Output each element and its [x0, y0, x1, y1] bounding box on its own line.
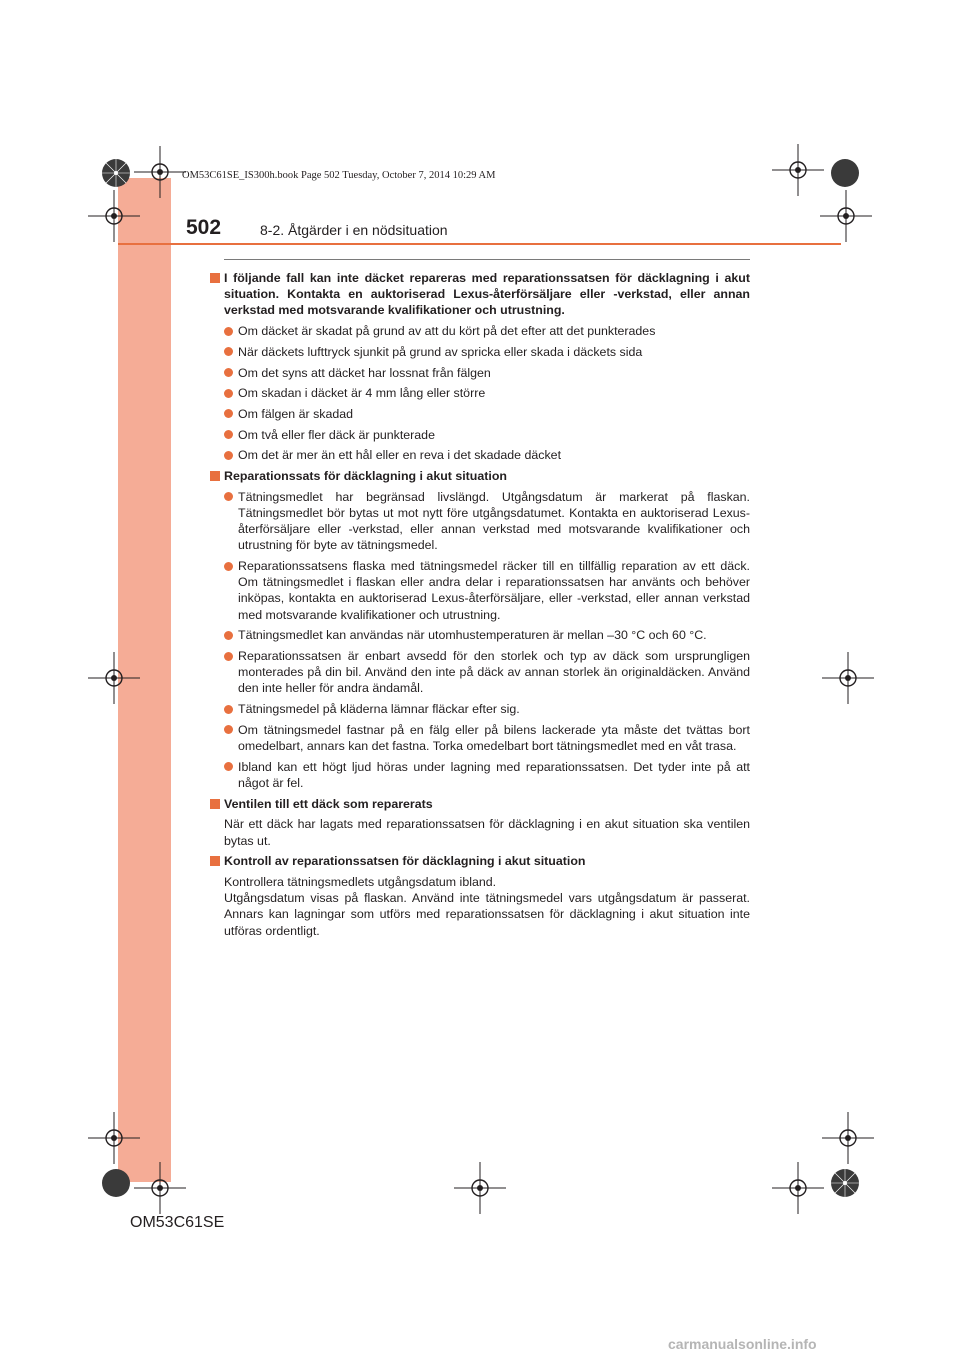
circle-bullet-icon [224, 409, 233, 418]
registration-mark-bottom-center-left [134, 1162, 186, 1214]
list-item [224, 759, 750, 791]
list-item [224, 447, 750, 463]
square-bullet-icon [210, 273, 220, 283]
square-bullet-icon [210, 799, 220, 809]
list-item-text: När däckets lufttryck sjunkit på grund av spricka eller skada i däckets sida [238, 344, 643, 359]
section-heading-text: Kontroll av reparationssatsen för däcklagning i akut situation [224, 854, 586, 869]
list-item [224, 344, 750, 360]
registration-mark-top-left [88, 190, 140, 242]
circle-bullet-icon [224, 725, 233, 734]
circle-bullet-icon [224, 762, 233, 771]
list-item-text: Reparationssatsen är enbart avsedd för den storlek och typ av däck som ursprungligen monterades på din bil. Använd den inte på däck av annan storlek än originaldäcken. Använd den inte heller för andra ändamål. [238, 649, 750, 696]
registration-mark-top-right [772, 144, 824, 196]
list-item-text: Om skadan i däcket är 4 mm lång eller större [238, 386, 486, 401]
registration-mark-top-far-right [820, 190, 872, 242]
color-target-top-left [101, 158, 131, 188]
color-target-bottom-left [101, 1168, 131, 1198]
list-item-text: Om det syns att däcket har lossnat från fälgen [238, 365, 491, 380]
section-heading [224, 796, 750, 812]
section-heading [224, 853, 750, 869]
circle-bullet-icon [224, 368, 233, 377]
content-top-rule [224, 259, 750, 260]
section-title: 8-2. Åtgärder i en nödsituation [260, 222, 448, 238]
list-item-text: Ibland kan ett högt ljud höras under lagning med reparationssatsen. Det tyder inte på att något är fel. [238, 759, 750, 790]
registration-mark-bottom-right [772, 1162, 824, 1214]
registration-mark-bottom-far-right [822, 1112, 874, 1164]
list-item [224, 558, 750, 623]
list-item-text: Reparationssatsens flaska med tätningsmedel räcker till en tillfällig reparation av ett däck. Om tätningsmedlet i flaskan eller andra delar i reparationssatsen har använts och behöver inköpas, kontakta en auktoriserad Lexus-återförsäljare, eller -verkstad, eller annan verkstad med motsvarande kvalifikationer och utrustning. [238, 559, 750, 622]
circle-bullet-icon [224, 389, 233, 398]
list-item-text: Tätningsmedlet har begränsad livslängd. Utgångsdatum är markerat på flaskan. Tätningsmedlet bör bytas ut mot nytt före utgångsdatumet. Kontakta en auktoriserad Lexus-återförsäljare eller -verkstad, eller annan verkstad med motsvarande kvalifikationer och utrustning för byte av tätningsmedel. [238, 489, 750, 553]
circle-bullet-icon [224, 492, 233, 501]
list-item [224, 489, 750, 554]
paragraph [224, 874, 750, 939]
list-item [224, 722, 750, 754]
list-item [224, 648, 750, 697]
section-heading [224, 270, 750, 319]
list-item-text: Om två eller fler däck är punkterade [238, 427, 435, 442]
paragraph [224, 816, 750, 848]
circle-bullet-icon [224, 451, 233, 460]
circle-bullet-icon [224, 705, 233, 714]
list-item [224, 365, 750, 381]
circle-bullet-icon [224, 562, 233, 571]
list-item [224, 701, 750, 717]
header-rule [118, 243, 841, 245]
circle-bullet-icon [224, 631, 233, 640]
page-number: 502 [186, 216, 222, 239]
list-item [224, 323, 750, 339]
paragraph-line: Kontrollera tätningsmedlets utgångsdatum ibland. [224, 875, 497, 889]
registration-mark-mid-left [88, 652, 140, 704]
registration-mark-bottom-center [454, 1162, 506, 1214]
circle-bullet-icon [224, 430, 233, 439]
color-target-top-right [830, 158, 860, 188]
list-item-text: Om tätningsmedel fastnar på en fälg eller på bilens lackerade yta måste det tvättas bort omedelbart, annars kan det fastna. Torka omedelbart bort tätningsmedlet med en våt trasa. [238, 722, 750, 754]
circle-bullet-icon [224, 347, 233, 356]
list-item-text: Tätningsmedlet kan användas när utomhustemperaturen är mellan –30 °C och 60 °C. [238, 628, 707, 643]
page-content [224, 270, 750, 943]
file-stamp: OM53C61SE_IS300h.book Page 502 Tuesday, October 7, 2014 10:29 AM [182, 170, 496, 181]
list-item [224, 385, 750, 401]
paragraph-line: Utgångsdatum visas på flaskan. Använd inte tätningsmedel vars utgångsdatum är passerat. Annars kan lagningar som utförs med reparationssatsen för däcklagning i akut situation inte utföras ordentligt. [224, 891, 750, 938]
watermark: carmanualsonline.info [668, 1336, 817, 1352]
color-target-bottom-right [830, 1168, 860, 1198]
list-item-text: Om det är mer än ett hål eller en reva i det skadade däcket [238, 448, 562, 463]
square-bullet-icon [210, 856, 220, 866]
square-bullet-icon [210, 471, 220, 481]
section-heading-text: Ventilen till ett däck som reparerats [224, 796, 433, 811]
circle-bullet-icon [224, 652, 233, 661]
section-heading-text: Reparationssats för däcklagning i akut situation [224, 469, 507, 484]
list-item-text: Om däcket är skadat på grund av att du kört på det efter att det punkterades [238, 324, 656, 339]
registration-mark-bottom-left [88, 1112, 140, 1164]
list-item-text: Tätningsmedel på kläderna lämnar fläckar efter sig. [238, 702, 520, 717]
list-item [224, 627, 750, 643]
list-item-text: Om fälgen är skadad [238, 406, 354, 421]
circle-bullet-icon [224, 327, 233, 336]
paragraph-text: När ett däck har lagats med reparationssatsen för däcklagning i en akut situation ska ventilen bytas ut. [224, 817, 750, 848]
registration-mark-top-center-left [134, 146, 186, 198]
section-heading [224, 468, 750, 484]
document-code: OM53C61SE [130, 1214, 225, 1231]
list-item [224, 427, 750, 443]
registration-mark-mid-right [822, 652, 874, 704]
section-heading-text: I följande fall kan inte däcket repareras med reparationssatsen för däcklagning i akut situation. Kontakta en auktoriserad Lexus-återförsäljare eller -verkstad, eller annan verkstad med motsvarande kvalifikationer och utrustning. [224, 271, 750, 318]
list-item [224, 406, 750, 422]
